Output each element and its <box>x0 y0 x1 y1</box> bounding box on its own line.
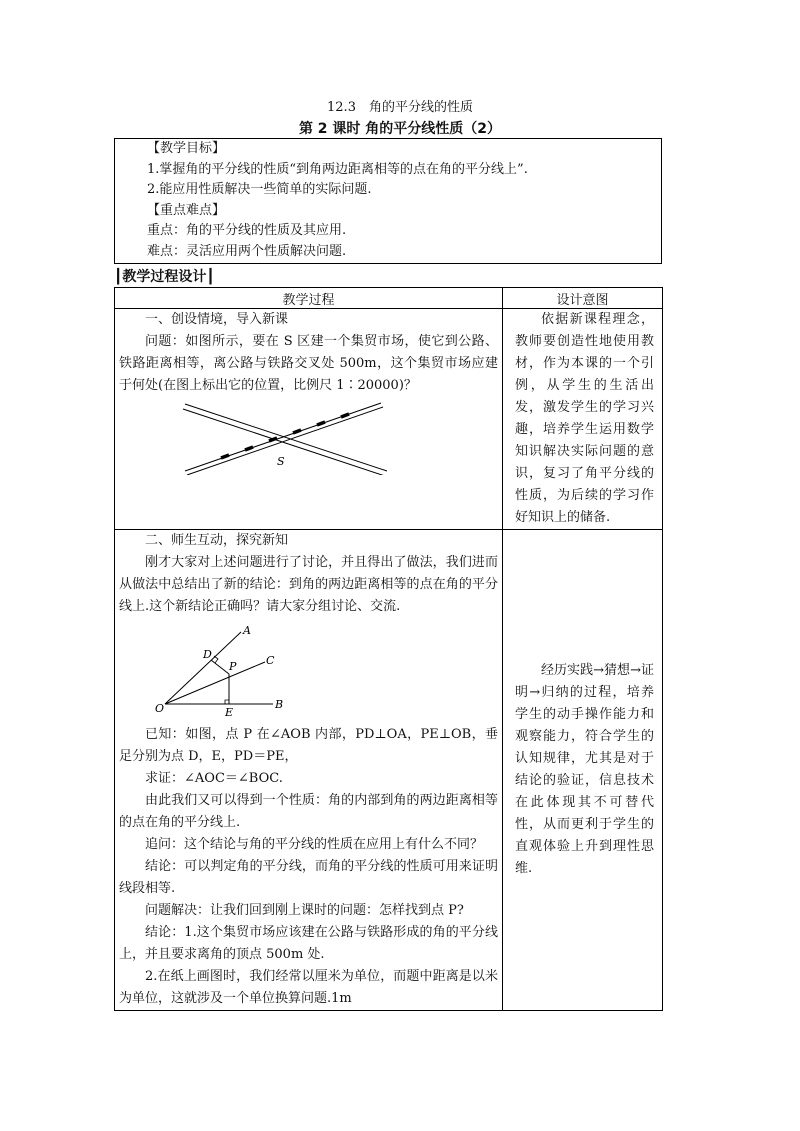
header-process: 教学过程 <box>115 288 503 309</box>
paragraph: 已知：如图，点 P 在∠AOB 内部，PD⊥OA，PE⊥OB，垂足分别为点 D，E，PD＝PE， <box>119 727 498 764</box>
paragraph: 2.在纸上画图时，我们经常以厘米为单位，而题中距离是以米为单位，这就涉及一个单位换算问题.1m <box>119 969 498 1006</box>
process-table <box>114 287 663 1011</box>
section-heading: 一、创设情境，导入新课 <box>145 312 289 327</box>
goal-heading: 【教学目标】 <box>147 141 226 156</box>
process-cell <box>115 530 503 1011</box>
section-heading: 二、师生互动，探究新知 <box>145 533 289 548</box>
label-d: D <box>203 648 212 661</box>
lesson-title: 第 2 课时 角的平分线性质（2） <box>298 121 502 137</box>
paragraph: 问题解决：让我们回到刚上课时的问题：怎样找到点 P? <box>145 903 464 918</box>
objectives-box <box>114 138 662 264</box>
key-point: 重点：角的平分线的性质及其应用. <box>147 223 347 238</box>
label-b: B <box>275 698 284 711</box>
header-intent: 设计意图 <box>503 288 663 309</box>
label-c: C <box>266 654 275 667</box>
process-heading: ┃教学过程设计┃ <box>114 269 215 285</box>
paragraph: 刚才大家对上述问题进行了讨论，并且得出了做法，我们进而从做法中总结出了新的结论：到角的两边距离相等的点在角的平分线上.这个新结论正确吗？请大家分组讨论、交流. <box>119 555 498 614</box>
road-railway-figure <box>181 401 391 475</box>
table-row <box>115 309 663 530</box>
label-p: P <box>229 660 237 673</box>
difficulty: 难点：灵活应用两个性质解决问题. <box>147 243 347 259</box>
paragraph: 求证：∠AOC＝∠BOC. <box>145 771 283 786</box>
key-heading: 【重点难点】 <box>147 202 226 218</box>
intent-text: 经历实践→猜想→证明→归纳的过程，培养学生的动手操作能力和观察能力，符合学生的认知规律，尤其是对于结论的验证，信息技术在此体现其不可替代性，从而更利于学生的直观体验上升到理性思维. <box>515 663 654 876</box>
paragraph: 由此我们又可以得到一个性质：角的内部到角的两边距离相等的点在角的平分线上. <box>119 793 498 830</box>
paragraph: 追问：这个结论与角的平分线的性质在应用上有什么不同？ <box>145 837 484 852</box>
label-e: E <box>225 706 234 716</box>
paragraph: 结论：可以判定角的平分线，而角的平分线的性质可用来证明线段相等. <box>119 859 498 896</box>
process-cell <box>115 309 503 530</box>
label-o: O <box>155 702 165 715</box>
label-s: S <box>277 455 285 468</box>
table-row <box>115 530 663 1011</box>
goal-item: 1.掌握角的平分线的性质“到角两边距离相等的点在角的平分线上”. <box>147 161 528 177</box>
section-title: 12.3 角的平分线的性质 <box>327 100 473 115</box>
paragraph: 结论：1.这个集贸市场应该建在公路与铁路形成的角的平分线上，并且要求离角的顶点 500m 处. <box>119 925 498 962</box>
label-a: A <box>243 624 251 637</box>
table-header-row <box>115 288 663 309</box>
goal-item: 2.能应用性质解决一些简单的实际问题. <box>147 182 372 197</box>
intent-cell <box>503 309 663 530</box>
angle-bisector-figure <box>153 624 303 716</box>
intent-text: 依据新课程理念，教师要创造性地使用教材，作为本课的一个引例，从学生的生活出发，激发学生的学习兴趣，培养学生运用数学知识解决实际问题的意识，复习了角平分线的性质，为后续的学习作好知识上的储备. <box>515 312 654 525</box>
paragraph: 问题：如图所示，要在 S 区建一个集贸市场，使它到公路、铁路距离相等，离公路与铁路交叉处 500m，这个集贸市场应建于何处(在图上标出它的位置，比例尺 1∶20000)？ <box>119 334 498 393</box>
intent-cell <box>503 530 663 1011</box>
